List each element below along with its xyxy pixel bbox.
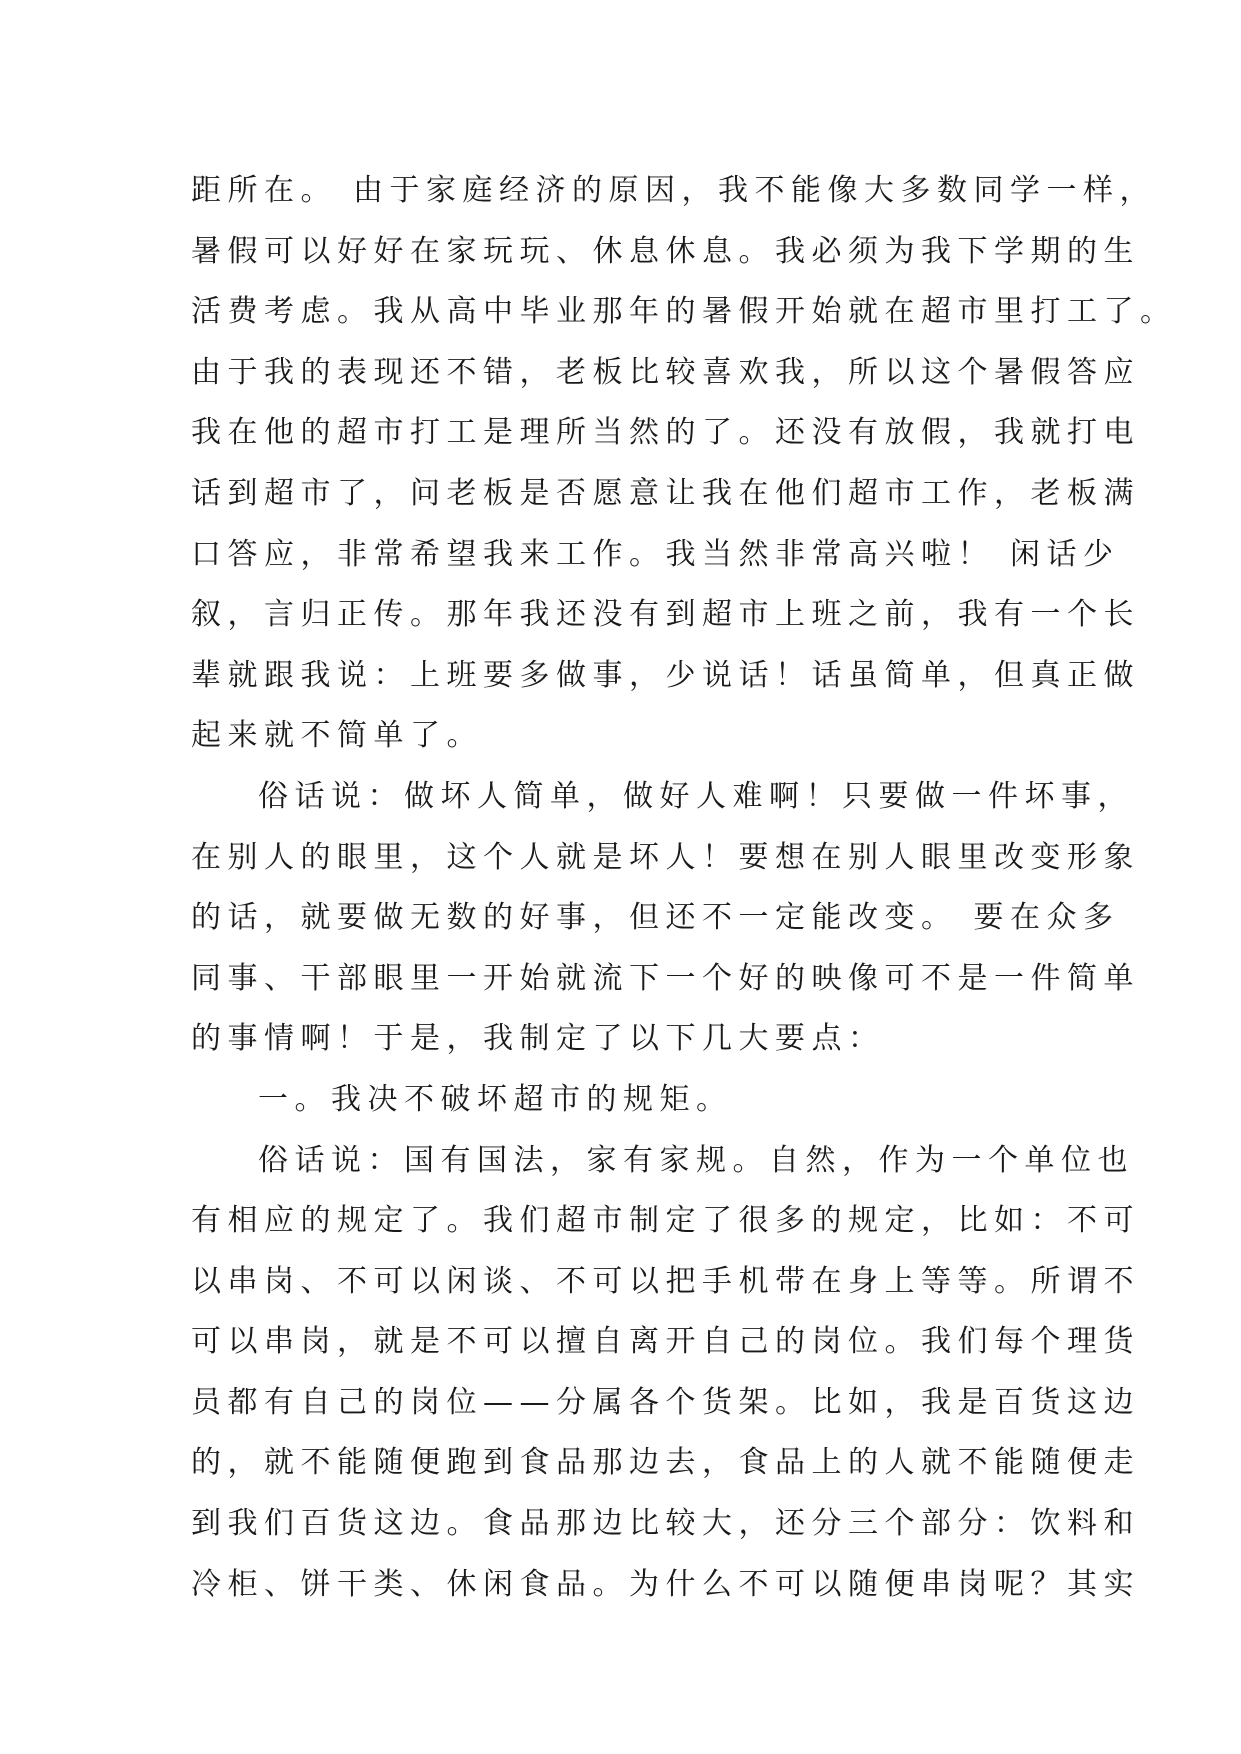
section-heading: 一。我决不破坏超市的规矩。 bbox=[258, 1081, 733, 1117]
text-line: 有相应的规定了。我们超市制定了很多的规定，比如：不可 bbox=[191, 1203, 1140, 1239]
paragraph-first-line: 俗话说：国有国法，家有家规。自然，作为一个单位也 bbox=[258, 1142, 1134, 1178]
text-line: 口答应，非常希望我来工作。我当然非常高兴啦！ 闲话少 bbox=[191, 536, 1120, 572]
text-line: 冷柜、饼干类、休闲食品。为什么不可以随便串岗呢？其实 bbox=[191, 1566, 1140, 1602]
text-line: 辈就跟我说：上班要多做事，少说话！话虽简单，但真正做 bbox=[191, 657, 1140, 693]
text-line: 在别人的眼里，这个人就是坏人！要想在别人眼里改变形象 bbox=[191, 839, 1140, 875]
text-line: 由于我的表现还不错，老板比较喜欢我，所以这个暑假答应 bbox=[191, 354, 1140, 390]
text-line: 话到超市了，问老板是否愿意让我在他们超市工作，老板满 bbox=[191, 475, 1140, 511]
text-line: 的事情啊！于是，我制定了以下几大要点： bbox=[191, 1021, 885, 1057]
text-line: 的话，就要做无数的好事，但还不一定能改变。 要在众多 bbox=[191, 900, 1120, 936]
text-line: 起来就不简单了。 bbox=[191, 718, 483, 754]
text-line: 的，就不能随便跑到食品那边去，食品上的人就不能随便走 bbox=[191, 1445, 1140, 1481]
text-line: 暑假可以好好在家玩玩、休息休息。我必须为我下学期的生 bbox=[191, 233, 1140, 269]
text-line: 距所在。 由于家庭经济的原因，我不能像大多数同学一样， bbox=[191, 173, 1157, 208]
body-text bbox=[191, 161, 1177, 1615]
text-line: 以串岗、不可以闲谈、不可以把手机带在身上等等。所谓不 bbox=[191, 1263, 1140, 1299]
text-line: 可以串岗，就是不可以擅自离开自己的岗位。我们每个理货 bbox=[191, 1324, 1140, 1360]
text-line: 员都有自己的岗位——分属各个货架。比如，我是百货这边 bbox=[191, 1384, 1140, 1420]
text-line: 我在他的超市打工是理所当然的了。还没有放假，我就打电 bbox=[191, 415, 1140, 451]
paragraph-first-line: 俗话说：做坏人简单，做好人难啊！只要做一件坏事， bbox=[258, 778, 1134, 814]
text-line: 到我们百货这边。食品那边比较大，还分三个部分：饮料和 bbox=[191, 1506, 1140, 1542]
text-line: 同事、干部眼里一开始就流下一个好的映像可不是一件简单 bbox=[191, 960, 1140, 996]
text-line: 叙，言归正传。那年我还没有到超市上班之前，我有一个长 bbox=[191, 597, 1140, 633]
text-line: 活费考虑。我从高中毕业那年的暑假开始就在超市里打工了。 bbox=[191, 294, 1177, 330]
